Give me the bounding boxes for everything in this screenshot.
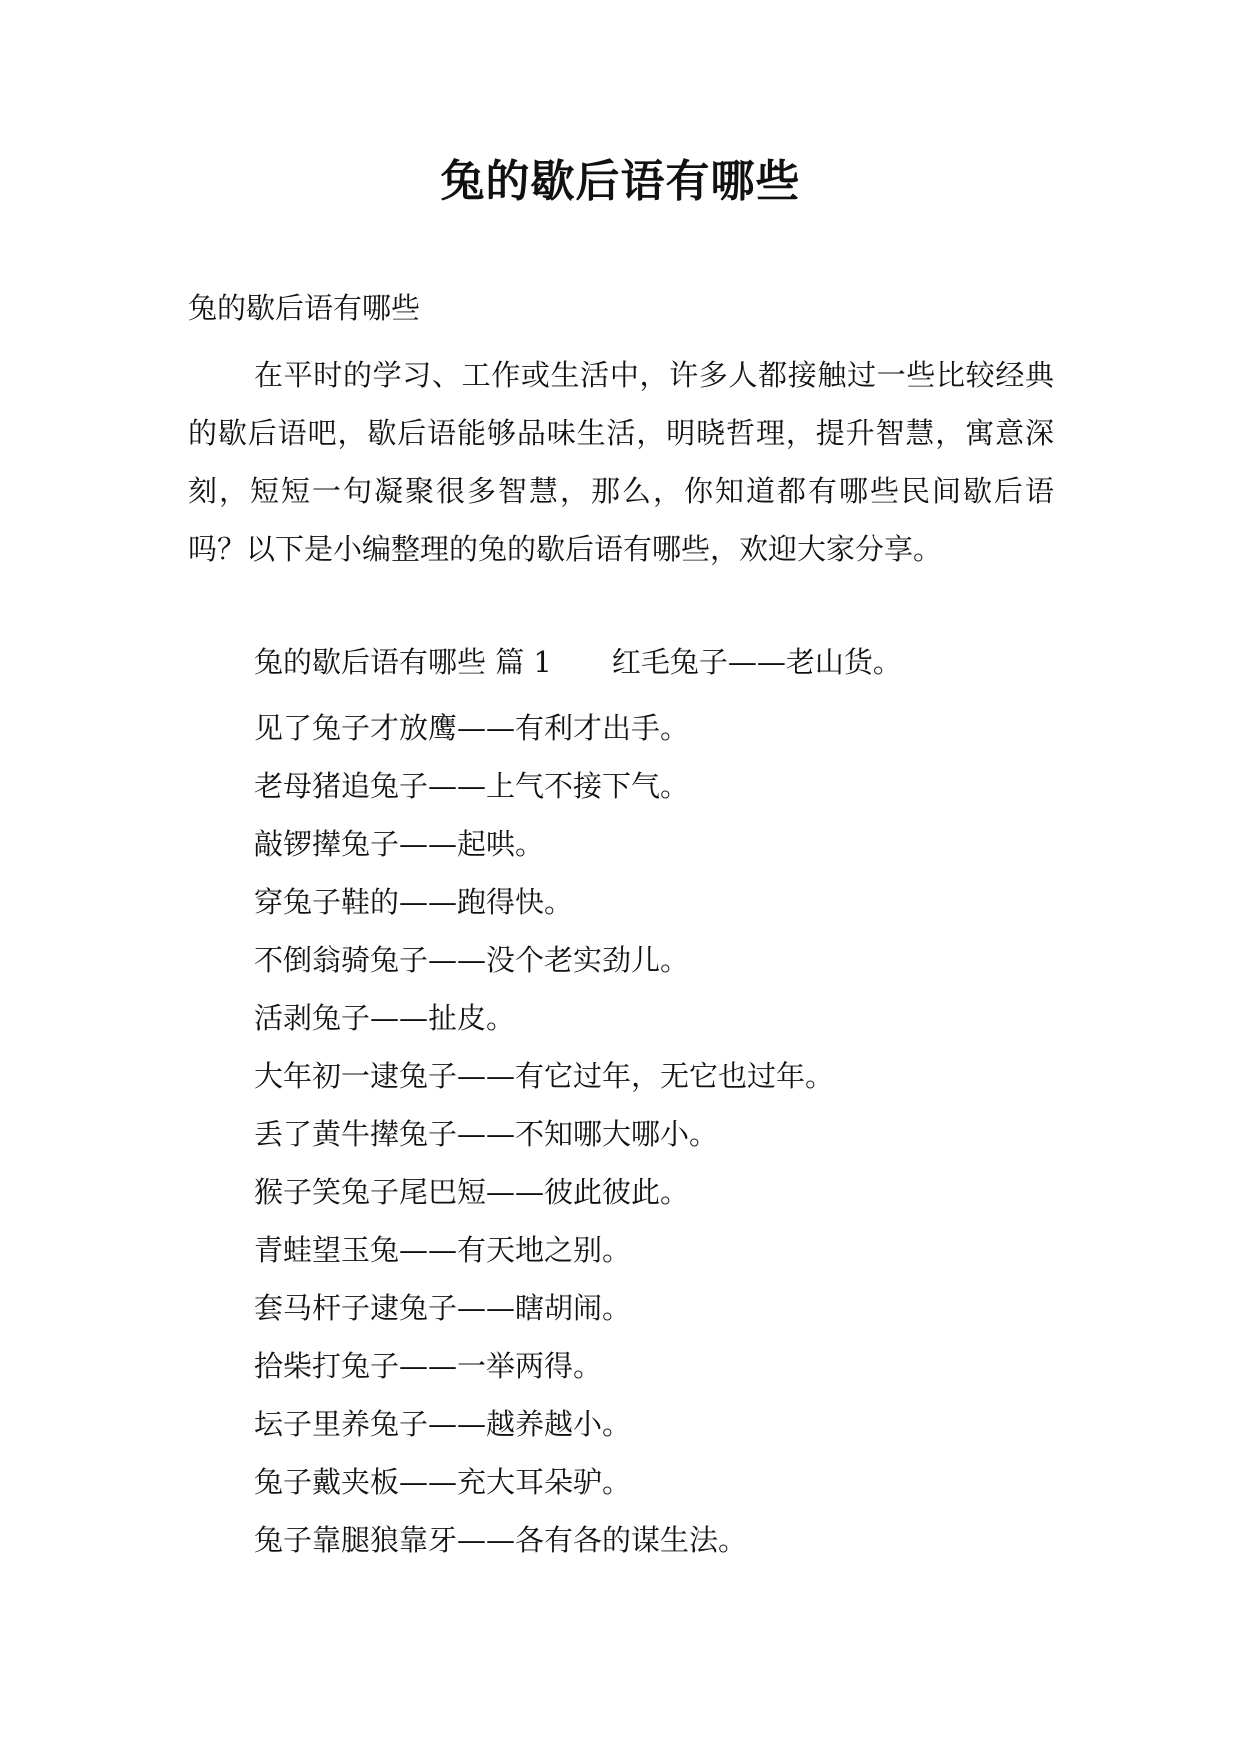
entry-list	[254, 699, 834, 1569]
section-heading: 兔的歇后语有哪些 篇 1	[254, 645, 552, 679]
entry-item: 穿兔子鞋的——跑得快。	[254, 885, 574, 919]
entry-item: 大年初一逮兔子——有它过年，无它也过年。	[254, 1059, 835, 1093]
entry-item: 兔子戴夹板——充大耳朵驴。	[254, 1465, 632, 1499]
intro-paragraph: 在平时的学习、工作或生活中，许多人都接触过一些比较经典的歇后语吧，歇后语能够品味生活，明晓哲理，提升智慧，寓意深刻，短短一句凝聚很多智慧，那么，你知道都有哪些民间歇后语吗？以下是小编整理的兔的歇后语有哪些，欢迎大家分享。	[188, 358, 1054, 566]
entry-item: 套马杆子逮兔子——瞎胡闹。	[254, 1291, 632, 1325]
entry-item: 丢了黄牛撵兔子——不知哪大哪小。	[254, 1117, 719, 1151]
document-title: 兔的歇后语有哪些	[440, 156, 801, 207]
entry-item: 活剥兔子——扯皮。	[254, 1001, 516, 1035]
entry-item: 敲锣撵兔子——起哄。	[254, 827, 545, 861]
entry-item: 不倒翁骑兔子——没个老实劲儿。	[254, 943, 690, 977]
entry-item: 兔子靠腿狼靠牙——各有各的谋生法。	[254, 1523, 748, 1557]
entry-item: 见了兔子才放鹰——有利才出手。	[254, 711, 690, 745]
entry-item: 坛子里养兔子——越养越小。	[254, 1407, 632, 1441]
entry-item: 老母猪追兔子——上气不接下气。	[254, 769, 690, 803]
first-entry: 红毛兔子——老山货。	[611, 645, 902, 679]
entry-item: 青蛙望玉兔——有天地之别。	[254, 1233, 632, 1267]
entry-item: 拾柴打兔子——一举两得。	[254, 1349, 603, 1383]
document-subtitle: 兔的歇后语有哪些	[188, 291, 421, 325]
entry-item: 猴子笑兔子尾巴短——彼此彼此。	[254, 1175, 690, 1209]
section-line	[254, 642, 902, 682]
